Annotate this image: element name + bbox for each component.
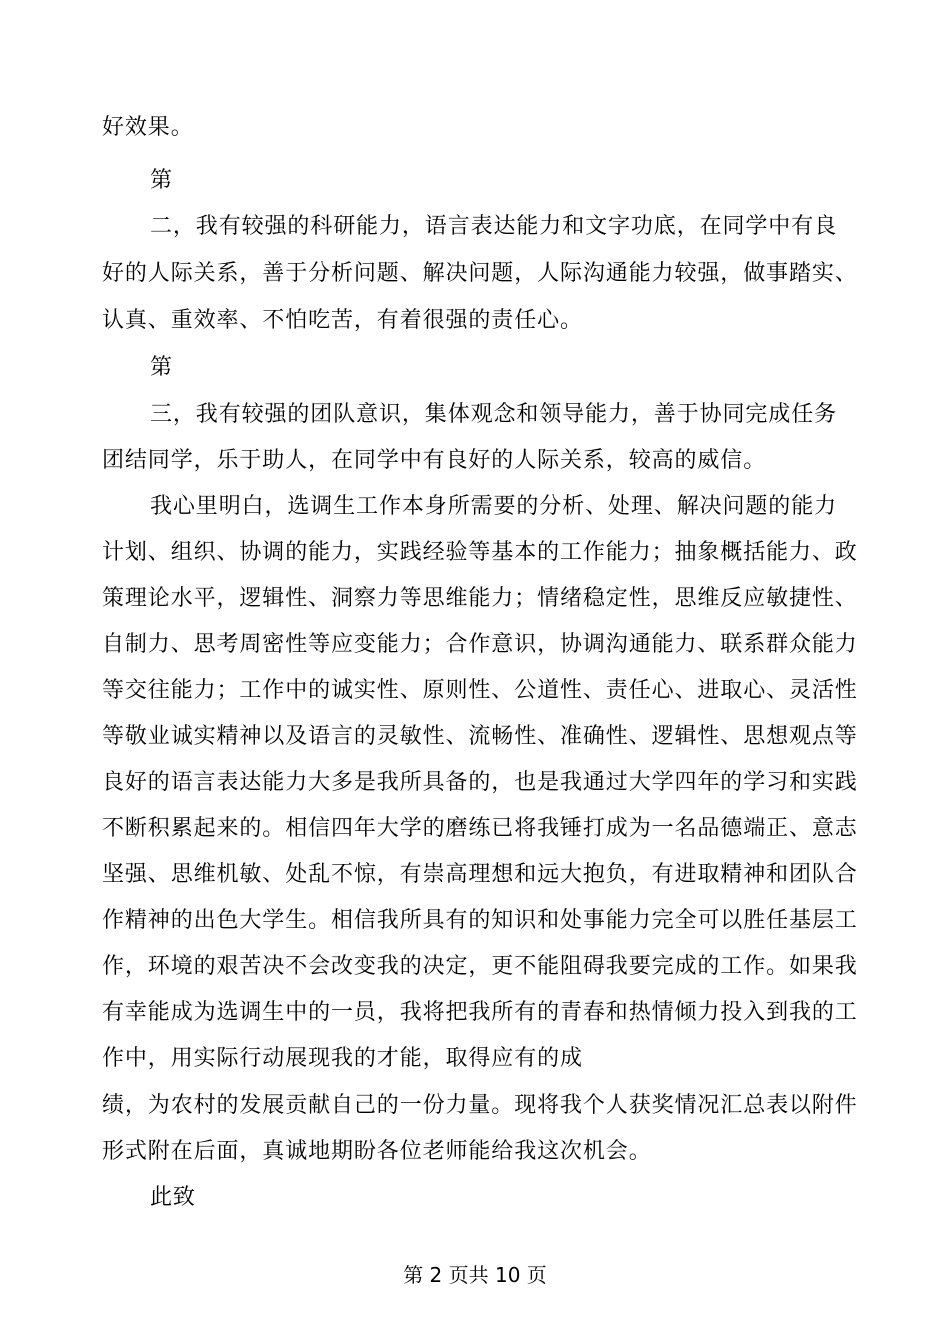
text-line: 策理论水平，逻辑性、洞察力等思维能力；情绪稳定性，思维反应敏捷性、 [102, 586, 858, 611]
text-line: 坚强、思维机敏、处乱不惊，有崇高理想和远大抱负，有进取精神和团队合 [102, 862, 858, 887]
text-line: 三，我有较强的团队意识，集体观念和领导能力，善于协同完成任务 [150, 402, 838, 427]
text-line: 自制力、思考周密性等应变能力；合作意识，协调沟通能力、联系群众能力 [102, 632, 858, 657]
text-line: 此致 [150, 1185, 196, 1210]
text-line: 有幸能成为选调生中的一员，我将把我所有的青春和热情倾力投入到我的工 [102, 1000, 858, 1025]
text-line: 我心里明白，选调生工作本身所需要的分析、处理、解决问题的能力 [150, 494, 838, 519]
text-line: 作中，用实际行动展现我的才能，取得应有的成 [102, 1046, 583, 1071]
text-line: 第 [150, 355, 173, 380]
text-line: 绩，为农村的发展贡献自己的一份力量。现将我个人获奖情况汇总表以附件 [102, 1093, 858, 1118]
text-line: 等交往能力；工作中的诚实性、原则性、公道性、责任心、进取心、灵活性 [102, 678, 858, 703]
text-line: 团结同学，乐于助人，在同学中有良好的人际关系，较高的威信。 [102, 448, 767, 473]
text-line: 良好的语言表达能力大多是我所具备的，也是我通过大学四年的学习和实践 [102, 770, 858, 795]
text-line: 好的人际关系，善于分析问题、解决问题，人际沟通能力较强，做事踏实、 [102, 261, 858, 286]
text-line: 好效果。 [102, 115, 194, 140]
text-line: 计划、组织、协调的能力，实践经验等基本的工作能力；抽象概括能力、政 [102, 540, 858, 565]
text-line: 二，我有较强的科研能力，语言表达能力和文字功底，在同学中有良 [150, 214, 838, 239]
text-line: 作，环境的艰苦决不会改变我的决定，更不能阻碍我要完成的工作。如果我 [102, 954, 858, 979]
text-line: 形式附在后面，真诚地期盼各位老师能给我这次机会。 [102, 1139, 652, 1164]
text-line: 等敬业诚实精神以及语言的灵敏性、流畅性、准确性、逻辑性、思想观点等 [102, 724, 858, 749]
text-line: 不断积累起来的。相信四年大学的磨练已将我锤打成为一名品德端正、意志 [102, 816, 858, 841]
page-number: 第 2 页共 10 页 [403, 1263, 547, 1287]
text-line: 第 [150, 168, 173, 193]
text-line: 作精神的出色大学生。相信我所具有的知识和处事能力完全可以胜任基层工 [102, 908, 858, 933]
text-line: 认真、重效率、不怕吃苦，有着很强的责任心。 [102, 308, 583, 333]
